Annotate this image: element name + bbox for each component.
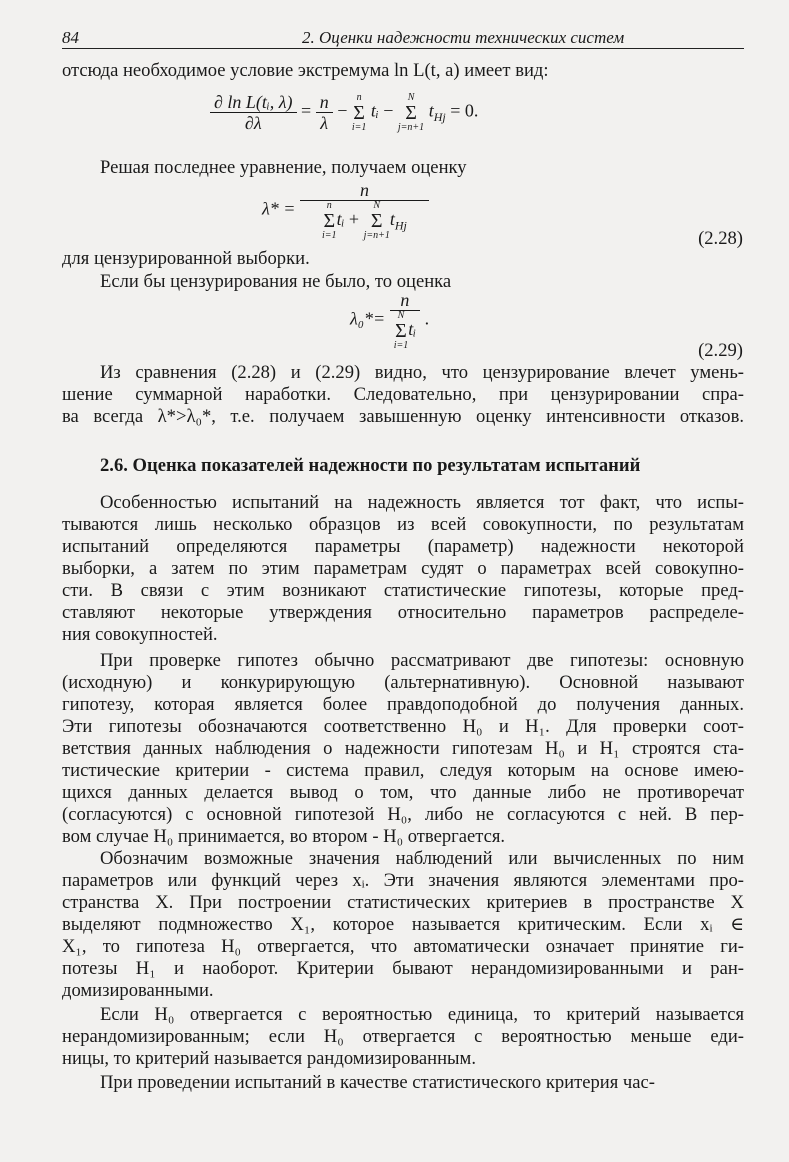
text-line: сти. В связи с этим возникают статистические гипотезы, которые пред- (62, 580, 744, 601)
text-line: ницы, то критерий называется рандомизированным. (62, 1048, 476, 1069)
sum-lower-limit: j=n+1 (397, 121, 425, 133)
text-line: испытаний определяются параметры (параметр) надежности некоторой (62, 536, 744, 557)
paragraph-randomized (62, 1004, 744, 1070)
sum-operator-2: N Σ j=n+1 (363, 200, 390, 241)
sum-term-subscript: Hj (394, 218, 407, 233)
text-line: вом случае H₀ принимается, во втором - H₀ отвергается. (62, 826, 506, 847)
sum-upper-limit: n (356, 91, 362, 103)
text-line: X₁, то гипотеза H₀ отвергается, что автоматически означает принятие ги- (62, 936, 744, 957)
equation-lhs: λ₀*= (350, 308, 386, 329)
sum-upper-limit: N (373, 200, 381, 211)
text-line: Особенностью испытаний на надежность является тот факт, что испы- (100, 492, 744, 513)
text-line: тистические критерии - система правил, следуя которым на основе имею- (62, 760, 744, 781)
paragraph-hypotheses (62, 650, 744, 848)
equation-rhs: = 0. (450, 100, 479, 121)
paragraph-no-censoring: Если бы цензурирования не было, то оценка (100, 271, 452, 292)
text-line: параметров или функций через xᵢ. Эти значения являются элементами про- (62, 870, 744, 891)
paragraph-testing-features (62, 492, 744, 646)
sum-upper-limit: N (397, 310, 405, 321)
fraction-denominator: λ (320, 113, 329, 133)
page-number: 84 (62, 28, 79, 47)
paragraph-critical-region (62, 848, 744, 1002)
paragraph-extremum-condition: отсюда необходимое условие экстремума ln L(t, a) имеет вид: (62, 60, 549, 81)
text-line: выделяют подмножество X₁, которое называется критическим. Если xᵢ ∈ (62, 914, 744, 935)
sum-term: t (389, 209, 395, 230)
sum-term-subscript: Hj (433, 110, 446, 125)
fraction-estimate (300, 180, 429, 241)
text-line: Если H₀ отвергается с вероятностью единица, то критерий называется (100, 1004, 744, 1025)
sum-operator: N Σ i=1 (393, 310, 409, 351)
text-line: потезы H₁ и наоборот. Критерии бывают нерандомизированными и ран- (62, 958, 744, 979)
running-title: 2. Оценки надежности технических систем (302, 28, 625, 47)
equation-2-29 (350, 290, 429, 351)
sum-term: tᵢ (408, 319, 417, 340)
text-line: ставляют некоторые утверждения относительно параметров распределе- (62, 602, 744, 623)
text-line: При проверке гипотез обычно рассматривают две гипотезы: основную (100, 650, 744, 671)
derivative-numerator: ∂ ln L(tᵢ, λ) (210, 92, 297, 113)
fraction-numerator: n (316, 92, 333, 113)
running-header (62, 28, 744, 49)
paragraph-solving: Решая последнее уравнение, получаем оценку (100, 157, 467, 178)
sum-term: t (428, 100, 434, 121)
sum-operator-2: N Σ j=n+1 (397, 91, 425, 133)
text-line: выборки, а затем по этим параметрам судят о параметрах всей совокупно- (62, 558, 744, 579)
text-line: нерандомизированным; если H₀ отвергается с вероятностью меньше еди- (62, 1026, 744, 1047)
text-line: тываются лишь несколько образцов из всей совокупности, по результатам (62, 514, 744, 535)
sum-operator-1: n Σ i=1 (322, 200, 337, 241)
text-line: щихся данных делается вывод о том, что данные либо не противоречат (62, 782, 744, 803)
equation-tail: . (424, 308, 430, 329)
section-heading: 2.6. Оценка показателей надежности по результатам испытаний (100, 455, 641, 476)
text-line: ветствия данных наблюдения о надежности гипотезам H₀ и H₁ строятся ста- (62, 738, 744, 759)
sum-upper-limit: n (326, 200, 332, 211)
paragraph-trailing: При проведении испытаний в качестве статистического критерия час- (100, 1072, 655, 1093)
fraction-denominator (390, 311, 420, 351)
sum-term: tᵢ (336, 209, 345, 230)
text-line: странства X. При построении статистических критериев в пространстве X (62, 892, 744, 913)
sum-lower-limit: i=1 (393, 340, 409, 351)
text-line: ния совокупностей. (62, 624, 218, 645)
text-line: шение суммарной наработки. Следовательно, при цензурировании спра- (62, 384, 744, 405)
paragraph-censored: для цензурированной выборки. (62, 248, 310, 269)
text-line: (согласуются) с основной гипотезой H₀, либо не согласуются с ней. В пер- (62, 804, 744, 825)
sum-term: tᵢ (370, 100, 379, 121)
fraction-numerator: n (390, 290, 420, 311)
text-line: домизированными. (62, 980, 214, 1001)
sum-lower-limit: i=1 (351, 121, 367, 133)
text-line: ва всегда λ*>λ₀*, т.е. получаем завышенную оценку интенсивности отказов. (62, 406, 744, 427)
equation-number-2-29: (2.29) (698, 340, 743, 361)
fraction-denominator: n Σ i=1 tᵢ + N Σ j=n+1 $t_{Hj}$ (322, 200, 407, 241)
fraction-n-lambda (316, 92, 333, 133)
text-line: (исходную) и конкурирующую (альтернативную). Основной называют (62, 672, 744, 693)
sum-lower-limit: i=1 (322, 230, 337, 241)
sum-lower-limit: j=n+1 (363, 230, 390, 241)
sum-upper-limit: N (407, 91, 415, 103)
text-line: Эти гипотезы обозначаются соответственно H₀ и H₁. Для проверки соот- (62, 716, 744, 737)
paragraph-comparison (62, 362, 744, 428)
equation-number-2-28: (2.28) (698, 228, 743, 249)
fraction-estimate-uncensored (390, 290, 420, 351)
equation-2-28 (262, 180, 429, 241)
fraction-numerator: n (300, 180, 429, 201)
sum-operator-1: n Σ i=1 (351, 91, 367, 133)
text-line: Обозначим возможные значения наблюдений или вычисленных по ним (100, 848, 744, 869)
equation-lhs: λ* = (262, 198, 296, 219)
derivative-denominator: ∂λ (244, 113, 262, 133)
equation-derivative: $\frac{\text{∂ ln L(tᵢ, λ)}}{\partial\lambda}$ = $\frac{n}{\lambda}$ − n Σ i=1 tᵢ − N Σ j=n+1 $t_{Hj} = 0$. (210, 92, 478, 133)
text-line: Из сравнения (2.28) и (2.29) видно, что цензурирование влечет умень- (100, 362, 744, 383)
text-line: гипотезу, которая является более правдоподобной до получения данных. (62, 694, 744, 715)
fraction-derivative (210, 92, 297, 133)
